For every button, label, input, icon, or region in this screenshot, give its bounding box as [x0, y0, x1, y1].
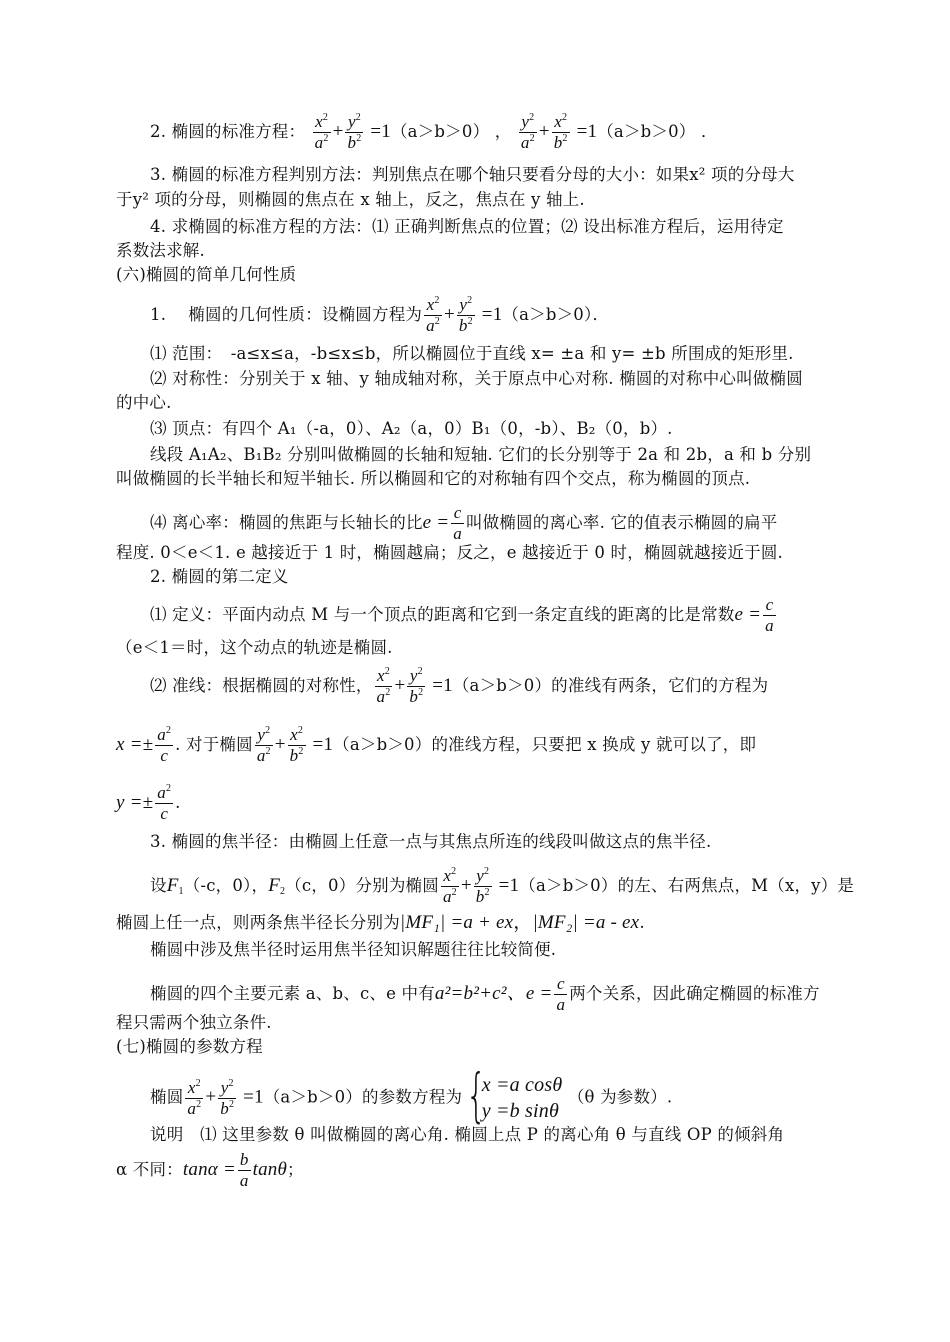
- fraction: $\frac{a^2}{c}$: [157, 725, 172, 765]
- fraction: $\frac{y^2}{a^2}$: [256, 725, 271, 765]
- plus-sign: +: [274, 734, 286, 755]
- equals-one: =1: [571, 121, 598, 142]
- paragraph-line: 3. 椭圆的焦半径：由椭圆上任意一点与其焦点所连的线段叫做这点的焦半径.: [150, 832, 712, 851]
- text-span: 的准线方程，只要把 x 换成 y 就可以了，即: [431, 735, 757, 754]
- condition: （a＞b＞0）: [333, 735, 432, 754]
- math-tan-theta: tanθ: [252, 1159, 288, 1180]
- paragraph-line: （e＜1＝时，这个动点的轨迹是椭圆.: [116, 638, 393, 657]
- plus-sign: +: [460, 875, 472, 896]
- math-tan-alpha: tanα =: [182, 1159, 236, 1180]
- paragraph-line: 4. 求椭圆的标准方程的方法：⑴ 正确判断焦点的位置；⑵ 设出标准方程后，运用待定: [150, 217, 784, 236]
- tan-relation-line: [116, 1150, 304, 1191]
- plus-sign: +: [538, 121, 550, 142]
- equals-one: =1: [307, 734, 334, 755]
- condition: （a＞b＞0）: [452, 676, 552, 695]
- text-span: 椭圆的四个主要元素 a、b、c、e 中有: [150, 984, 435, 1003]
- math-f2: $F_2$: [268, 875, 286, 897]
- fraction: $\frac{b}{a}$: [239, 1150, 249, 1190]
- text-span: 椭圆上任一点，则两条焦半径长分别为: [116, 913, 400, 932]
- text-span: .: [175, 793, 181, 812]
- text-span: ⑴ 定义：平面内动点 M 与一个顶点的距离和它到一条定直线的距离的比是常数: [150, 605, 735, 624]
- fraction: $\frac{y^2}{b^2}$: [458, 295, 473, 335]
- paragraph-line: 叫做椭圆的长半轴长和短半轴长. 所以椭圆和它的对称轴有四个交点，称为椭圆的顶点.: [116, 469, 751, 488]
- math-e: e =: [734, 604, 762, 625]
- focal-radius-line: [150, 866, 854, 907]
- relations-line: [150, 974, 820, 1015]
- equals-one: =1: [493, 875, 520, 896]
- fraction: $\frac{x^2}{b^2}$: [289, 725, 304, 765]
- equals-one: =1: [238, 1086, 264, 1108]
- paragraph-line: 程只需两个独立条件.: [116, 1013, 272, 1032]
- plus-sign: +: [394, 675, 406, 696]
- math-x-eq: x =±: [116, 734, 154, 755]
- text-span: 的参数方程为: [362, 1087, 463, 1107]
- system-row-x: x =a cosθ: [481, 1074, 563, 1096]
- fraction: $\frac{y^2}{b^2}$: [220, 1077, 235, 1118]
- focal-radius-formula-line: [116, 911, 645, 935]
- section-heading: (七)椭圆的参数方程: [116, 1037, 263, 1056]
- second-definition-line: [150, 595, 778, 636]
- math-f1: $F_1$: [166, 875, 184, 897]
- equals-one: =1: [427, 675, 453, 696]
- paragraph-line: 说明 ⑴ 这里参数 θ 叫做椭圆的离心角. 椭圆上点 P 的离心角 θ 与直线 OP 的倾斜角: [150, 1125, 785, 1144]
- fraction: $\frac{c}{a}$: [765, 595, 774, 635]
- equals-one: =1: [365, 121, 391, 142]
- fraction: $\frac{a^2}{c}$: [157, 783, 172, 823]
- math-mf2: |MF₂| =a - ex: [532, 912, 640, 933]
- math-mf1: |MF₁| =a + ex: [399, 912, 514, 933]
- paragraph-line: 于y² 项的分母，则椭圆的焦点在 x 轴上，反之，焦点在 y 轴上.: [116, 190, 585, 209]
- text-span: ⑷ 离心率：椭圆的焦距与长轴长的比: [150, 513, 423, 532]
- paragraph-line: 椭圆中涉及焦半径时运用焦半径知识解题往往比较简便.: [150, 940, 557, 959]
- text-span: 两个关系，因此确定椭圆的标准方: [569, 984, 820, 1003]
- text-span: α 不同：: [116, 1160, 183, 1179]
- equals-one: =1: [476, 304, 503, 325]
- fraction: $\frac{x^2}{a^2}$: [376, 666, 391, 706]
- paragraph-line: ⑴ 范围： -a≤x≤a，-b≤x≤b，所以椭圆位于直线 x= ±a 和 y= ±b 所围成的矩形里.: [150, 344, 794, 363]
- eccentricity-line: [150, 503, 777, 544]
- standard-equation-line: [150, 112, 718, 153]
- text-span: 叫做椭圆的离心率. 它的值表示椭圆的扁平: [465, 513, 778, 532]
- text-span: 的左、右两焦点，M（x，y）是: [617, 876, 855, 895]
- math-e: e =: [422, 512, 450, 533]
- fraction: $\frac{y^2}{a^2}$: [520, 112, 535, 152]
- fraction: $\frac{x^2}{a^2}$: [314, 112, 329, 152]
- paragraph-line: 3. 椭圆的标准方程判别方法：判别焦点在哪个轴只要看分母的大小：如果x² 项的分母大: [150, 165, 795, 184]
- paragraph-line: 程度. 0＜e＜1. e 越接近于 1 时，椭圆越扁；反之，e 越接近于 0 时，椭圆就越接近于圆.: [116, 543, 783, 562]
- left-brace: {: [465, 1061, 487, 1129]
- text-span: ⑵ 准线：根据椭圆的对称性，: [150, 676, 373, 695]
- paragraph-line: 线段 A₁A₂、B₁B₂ 分别叫做椭圆的长轴和短轴. 它们的长分别等于 2a 和 2b，a 和 b 分别: [150, 445, 812, 464]
- text-span: 1. 椭圆的几何性质：设椭圆方程为: [150, 305, 423, 324]
- paragraph-line: 2. 椭圆的第二定义: [150, 567, 289, 586]
- fraction: $\frac{x^2}{b^2}$: [553, 112, 568, 152]
- condition: （a＞b＞0）: [390, 122, 490, 141]
- math-y-eq: y =±: [116, 792, 154, 813]
- plus-sign: +: [332, 121, 344, 142]
- text-span: . 对于椭圆: [175, 735, 253, 754]
- comma: ，: [513, 912, 533, 933]
- condition: （a＞b＞0）: [597, 122, 696, 141]
- math-relation: a²=b²+c²、e =: [434, 983, 553, 1004]
- text-span: .: [639, 913, 645, 932]
- text-span: （-c，0），: [183, 876, 269, 895]
- directrix-equation-line: [116, 725, 756, 766]
- text-span: ；: [287, 1160, 304, 1179]
- text-span: ．: [695, 122, 718, 141]
- plus-sign: +: [444, 304, 455, 325]
- paragraph-line: 的中心.: [116, 393, 172, 412]
- section-heading: (六)椭圆的简单几何性质: [116, 265, 297, 284]
- paragraph-line: 系数法求解.: [116, 241, 205, 260]
- directrix-y-line: [116, 783, 181, 824]
- text-span: 2. 椭圆的标准方程：: [150, 122, 306, 141]
- fraction: $\frac{c}{a}$: [453, 503, 462, 543]
- equation-system: [465, 1061, 563, 1129]
- text-span: ．: [592, 305, 610, 324]
- condition: （a＞b＞0）: [519, 876, 618, 895]
- condition: （a＞b＞0）: [502, 305, 593, 324]
- geometry-properties-line: [150, 295, 609, 336]
- system-row-y: y =b sinθ: [481, 1100, 560, 1122]
- fraction: $\frac{c}{a}$: [556, 974, 566, 1014]
- fraction: $\frac{y^2}{b^2}$: [409, 666, 424, 706]
- text-span: （θ 为参数）.: [567, 1087, 673, 1107]
- directrix-line: [150, 666, 768, 707]
- fraction: $\frac{x^2}{a^2}$: [426, 295, 440, 335]
- text-span: 椭圆: [150, 1087, 184, 1107]
- text-span: 设: [150, 876, 167, 895]
- fraction: $\frac{y^2}{b^2}$: [347, 112, 362, 152]
- text-span: （c，0）分别为椭圆: [285, 876, 439, 895]
- paragraph-line: ⑶ 顶点：有四个 A₁（-a，0）、A₂（a，0）B₁（0，-b）、B₂（0，b）.: [150, 419, 673, 438]
- fraction: $\frac{x^2}{a^2}$: [442, 866, 457, 906]
- paragraph-line: ⑵ 对称性：分别关于 x 轴、y 轴成轴对称，关于原点中心对称. 椭圆的对称中心叫做椭圆: [150, 369, 803, 388]
- text-span: 的准线有两条，它们的方程为: [551, 676, 769, 695]
- fraction: $\frac{y^2}{b^2}$: [475, 866, 490, 906]
- plus-sign: +: [205, 1086, 217, 1108]
- fraction: $\frac{x^2}{a^2}$: [187, 1077, 202, 1118]
- condition: （a＞b＞0）: [263, 1087, 363, 1107]
- text-span: ，: [489, 122, 512, 141]
- parametric-equation-line: [150, 1061, 673, 1129]
